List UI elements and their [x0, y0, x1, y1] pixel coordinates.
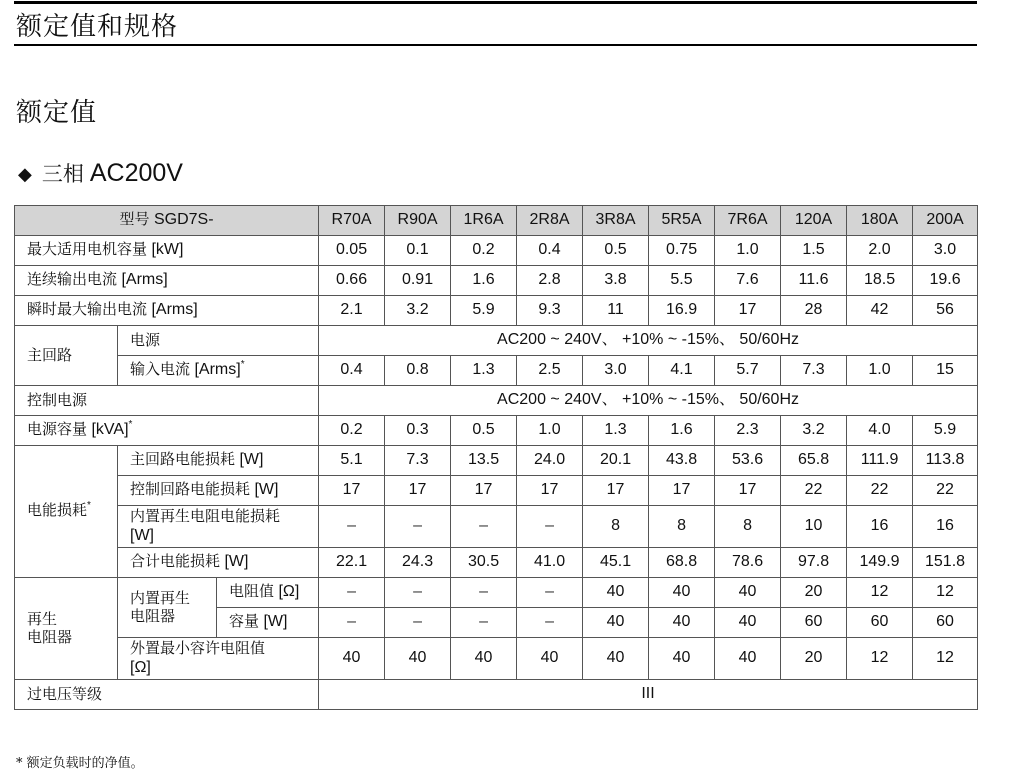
table-row — [15, 356, 978, 386]
table-cell: 65.8 — [781, 446, 847, 476]
table-cell: 10 — [781, 506, 847, 548]
footnote-mark: * — [128, 419, 133, 431]
model-header: 120A — [781, 206, 847, 236]
table-cell: 13.5 — [451, 446, 517, 476]
table-cell: 8 — [649, 506, 715, 548]
table-cell: 3.8 — [583, 266, 649, 296]
table-cell: 16.9 — [649, 296, 715, 326]
model-header: 2R8A — [517, 206, 583, 236]
table-cell: 7.6 — [715, 266, 781, 296]
table-cell: 40 — [319, 638, 385, 680]
ratings-table — [14, 205, 978, 710]
table-cell: 53.6 — [715, 446, 781, 476]
table-cell: – — [385, 578, 451, 608]
table-row — [15, 638, 978, 680]
table-cell: 9.3 — [517, 296, 583, 326]
section-heading: 额定值 — [16, 98, 98, 128]
row-label: 最大适用电机容量 [kW] — [15, 236, 319, 266]
table-cell: 40 — [583, 578, 649, 608]
footnote: * 额定负载时的净值。 — [16, 756, 144, 771]
table-row — [15, 296, 978, 326]
table-cell: – — [451, 506, 517, 548]
table-cell: 0.3 — [385, 416, 451, 446]
header-row — [15, 206, 978, 236]
table-cell: 22.1 — [319, 548, 385, 578]
table-cell: – — [517, 578, 583, 608]
table-cell: 20 — [781, 578, 847, 608]
table-cell: – — [319, 578, 385, 608]
table-row — [15, 266, 978, 296]
table-cell: 5.5 — [649, 266, 715, 296]
table-cell: 60 — [913, 608, 978, 638]
table-row — [15, 386, 978, 416]
table-cell: 11 — [583, 296, 649, 326]
table-cell: 78.6 — [715, 548, 781, 578]
table-cell: 4.1 — [649, 356, 715, 386]
table-cell: 1.5 — [781, 236, 847, 266]
table-cell: 40 — [517, 638, 583, 680]
table-cell: 3.0 — [583, 356, 649, 386]
title-rule-bottom — [14, 44, 977, 46]
table-cell: 17 — [319, 476, 385, 506]
table-cell: 12 — [913, 638, 978, 680]
table-cell: 40 — [385, 638, 451, 680]
table-cell: 1.6 — [451, 266, 517, 296]
table-cell: 17 — [583, 476, 649, 506]
table-cell: 2.0 — [847, 236, 913, 266]
table-cell: 40 — [451, 638, 517, 680]
table-cell: 17 — [649, 476, 715, 506]
row-label: 容量 [W] — [217, 608, 319, 638]
subsection-heading — [18, 158, 183, 188]
table-cell: 12 — [847, 638, 913, 680]
table-cell: 42 — [847, 296, 913, 326]
table-cell: 40 — [649, 608, 715, 638]
diamond-bullet-icon: ◆ — [18, 164, 32, 185]
row-label: 主回路电能损耗 [W] — [118, 446, 319, 476]
row-label: 瞬时最大输出电流 [Arms] — [15, 296, 319, 326]
table-cell: 3.0 — [913, 236, 978, 266]
table-cell: 56 — [913, 296, 978, 326]
table-cell: 28 — [781, 296, 847, 326]
header-model-label: 型号 SGD7S- — [15, 206, 319, 236]
row-label: 控制电源 — [15, 386, 319, 416]
table-cell: 8 — [715, 506, 781, 548]
table-cell: 0.75 — [649, 236, 715, 266]
row-label: 外置最小容许电阻值 [Ω] — [118, 638, 319, 680]
model-header: 180A — [847, 206, 913, 236]
table-cell: 60 — [781, 608, 847, 638]
table-cell: 12 — [847, 578, 913, 608]
group-label-main-circuit: 主回路 — [15, 326, 118, 386]
table-cell: 1.6 — [649, 416, 715, 446]
table-cell: 0.2 — [451, 236, 517, 266]
table-cell: 40 — [649, 638, 715, 680]
table-cell: 40 — [583, 638, 649, 680]
table-cell: 22 — [781, 476, 847, 506]
table-row — [15, 506, 978, 548]
table-cell: 17 — [715, 296, 781, 326]
table-cell: 20.1 — [583, 446, 649, 476]
model-header: 5R5A — [649, 206, 715, 236]
spanned-value: III — [319, 680, 978, 710]
table-cell: – — [517, 506, 583, 548]
table-cell: 2.1 — [319, 296, 385, 326]
spanned-value: AC200 ~ 240V、 +10% ~ -15%、 50/60Hz — [319, 326, 978, 356]
table-cell: 0.5 — [583, 236, 649, 266]
table-cell: 41.0 — [517, 548, 583, 578]
model-header: R90A — [385, 206, 451, 236]
table-cell: 0.91 — [385, 266, 451, 296]
table-cell: 20 — [781, 638, 847, 680]
table-cell: 7.3 — [385, 446, 451, 476]
subsection-cn: 三相 — [41, 162, 84, 186]
table-cell: 16 — [847, 506, 913, 548]
table-cell: 40 — [649, 578, 715, 608]
table-row — [15, 548, 978, 578]
table-cell: 1.0 — [847, 356, 913, 386]
group-label-power-loss: 电能损耗* — [15, 446, 118, 578]
table-cell: – — [385, 506, 451, 548]
table-cell: 0.05 — [319, 236, 385, 266]
table-cell: 24.3 — [385, 548, 451, 578]
table-cell: 2.8 — [517, 266, 583, 296]
table-row — [15, 476, 978, 506]
table-cell: 97.8 — [781, 548, 847, 578]
table-cell: 7.3 — [781, 356, 847, 386]
table-cell: 5.9 — [451, 296, 517, 326]
table-cell: 0.66 — [319, 266, 385, 296]
table-cell: 22 — [913, 476, 978, 506]
table-cell: 17 — [451, 476, 517, 506]
group-label-regen-resistor: 再生 电阻器 — [15, 578, 118, 680]
table-cell: 43.8 — [649, 446, 715, 476]
table-cell: 5.9 — [913, 416, 978, 446]
page-title: 额定值和规格 — [16, 12, 179, 42]
table-cell: 40 — [715, 578, 781, 608]
table-cell: 0.1 — [385, 236, 451, 266]
table-cell: 24.0 — [517, 446, 583, 476]
table-cell: 15 — [913, 356, 978, 386]
table-cell: 1.0 — [715, 236, 781, 266]
table-cell: 2.3 — [715, 416, 781, 446]
table-cell: – — [451, 608, 517, 638]
table-cell: 12 — [913, 578, 978, 608]
model-header: 200A — [913, 206, 978, 236]
row-label: 控制回路电能损耗 [W] — [118, 476, 319, 506]
table-cell: 22 — [847, 476, 913, 506]
table-cell: 68.8 — [649, 548, 715, 578]
title-rule-top — [14, 1, 977, 4]
row-label: 连续输出电流 [Arms] — [15, 266, 319, 296]
table-cell: 60 — [847, 608, 913, 638]
footnote-mark: * — [240, 359, 245, 371]
spanned-value: AC200 ~ 240V、 +10% ~ -15%、 50/60Hz — [319, 386, 978, 416]
table-cell: 8 — [583, 506, 649, 548]
table-cell: 45.1 — [583, 548, 649, 578]
table-cell: 1.3 — [451, 356, 517, 386]
table-cell: 17 — [385, 476, 451, 506]
table-cell: 18.5 — [847, 266, 913, 296]
table-cell: – — [517, 608, 583, 638]
table-cell: 5.1 — [319, 446, 385, 476]
table-cell: 111.9 — [847, 446, 913, 476]
table-row — [15, 236, 978, 266]
table-cell: 17 — [517, 476, 583, 506]
footnote-mark: * — [87, 500, 91, 512]
table-cell: – — [319, 506, 385, 548]
table-cell: 149.9 — [847, 548, 913, 578]
model-header: 3R8A — [583, 206, 649, 236]
row-label: 电阻值 [Ω] — [217, 578, 319, 608]
table-cell: 40 — [715, 638, 781, 680]
table-cell: – — [451, 578, 517, 608]
table-row — [15, 578, 978, 608]
row-label: 合计电能损耗 [W] — [118, 548, 319, 578]
table-cell: 0.4 — [517, 236, 583, 266]
table-cell: 19.6 — [913, 266, 978, 296]
table-cell: – — [319, 608, 385, 638]
table-cell: 40 — [583, 608, 649, 638]
table-cell: 30.5 — [451, 548, 517, 578]
table-cell: 2.5 — [517, 356, 583, 386]
table-cell: 0.8 — [385, 356, 451, 386]
table-cell: 1.0 — [517, 416, 583, 446]
model-header: R70A — [319, 206, 385, 236]
row-label: 输入电流 [Arms]* — [118, 356, 319, 386]
table-cell: 11.6 — [781, 266, 847, 296]
table-cell: 1.3 — [583, 416, 649, 446]
table-cell: 3.2 — [385, 296, 451, 326]
table-cell: 17 — [715, 476, 781, 506]
table-cell: 0.5 — [451, 416, 517, 446]
table-cell: 113.8 — [913, 446, 978, 476]
subsection-en: AC200V — [89, 159, 183, 187]
row-label: 内置再生电阻电能损耗 [W] — [118, 506, 319, 548]
builtin-regen-resistor-label: 内置再生 电阻器 — [118, 578, 217, 638]
row-label: 电源容量 [kVA]* — [15, 416, 319, 446]
table-row — [15, 446, 978, 476]
table-cell: 3.2 — [781, 416, 847, 446]
row-label: 电源 — [118, 326, 319, 356]
model-header: 1R6A — [451, 206, 517, 236]
table-cell: 5.7 — [715, 356, 781, 386]
table-cell: 0.2 — [319, 416, 385, 446]
table-row — [15, 326, 978, 356]
table-cell: – — [385, 608, 451, 638]
table-row — [15, 680, 978, 710]
table-cell: 16 — [913, 506, 978, 548]
table-cell: 0.4 — [319, 356, 385, 386]
table-cell: 40 — [715, 608, 781, 638]
table-cell: 151.8 — [913, 548, 978, 578]
model-header: 7R6A — [715, 206, 781, 236]
row-label: 过电压等级 — [15, 680, 319, 710]
table-cell: 4.0 — [847, 416, 913, 446]
table-row — [15, 416, 978, 446]
